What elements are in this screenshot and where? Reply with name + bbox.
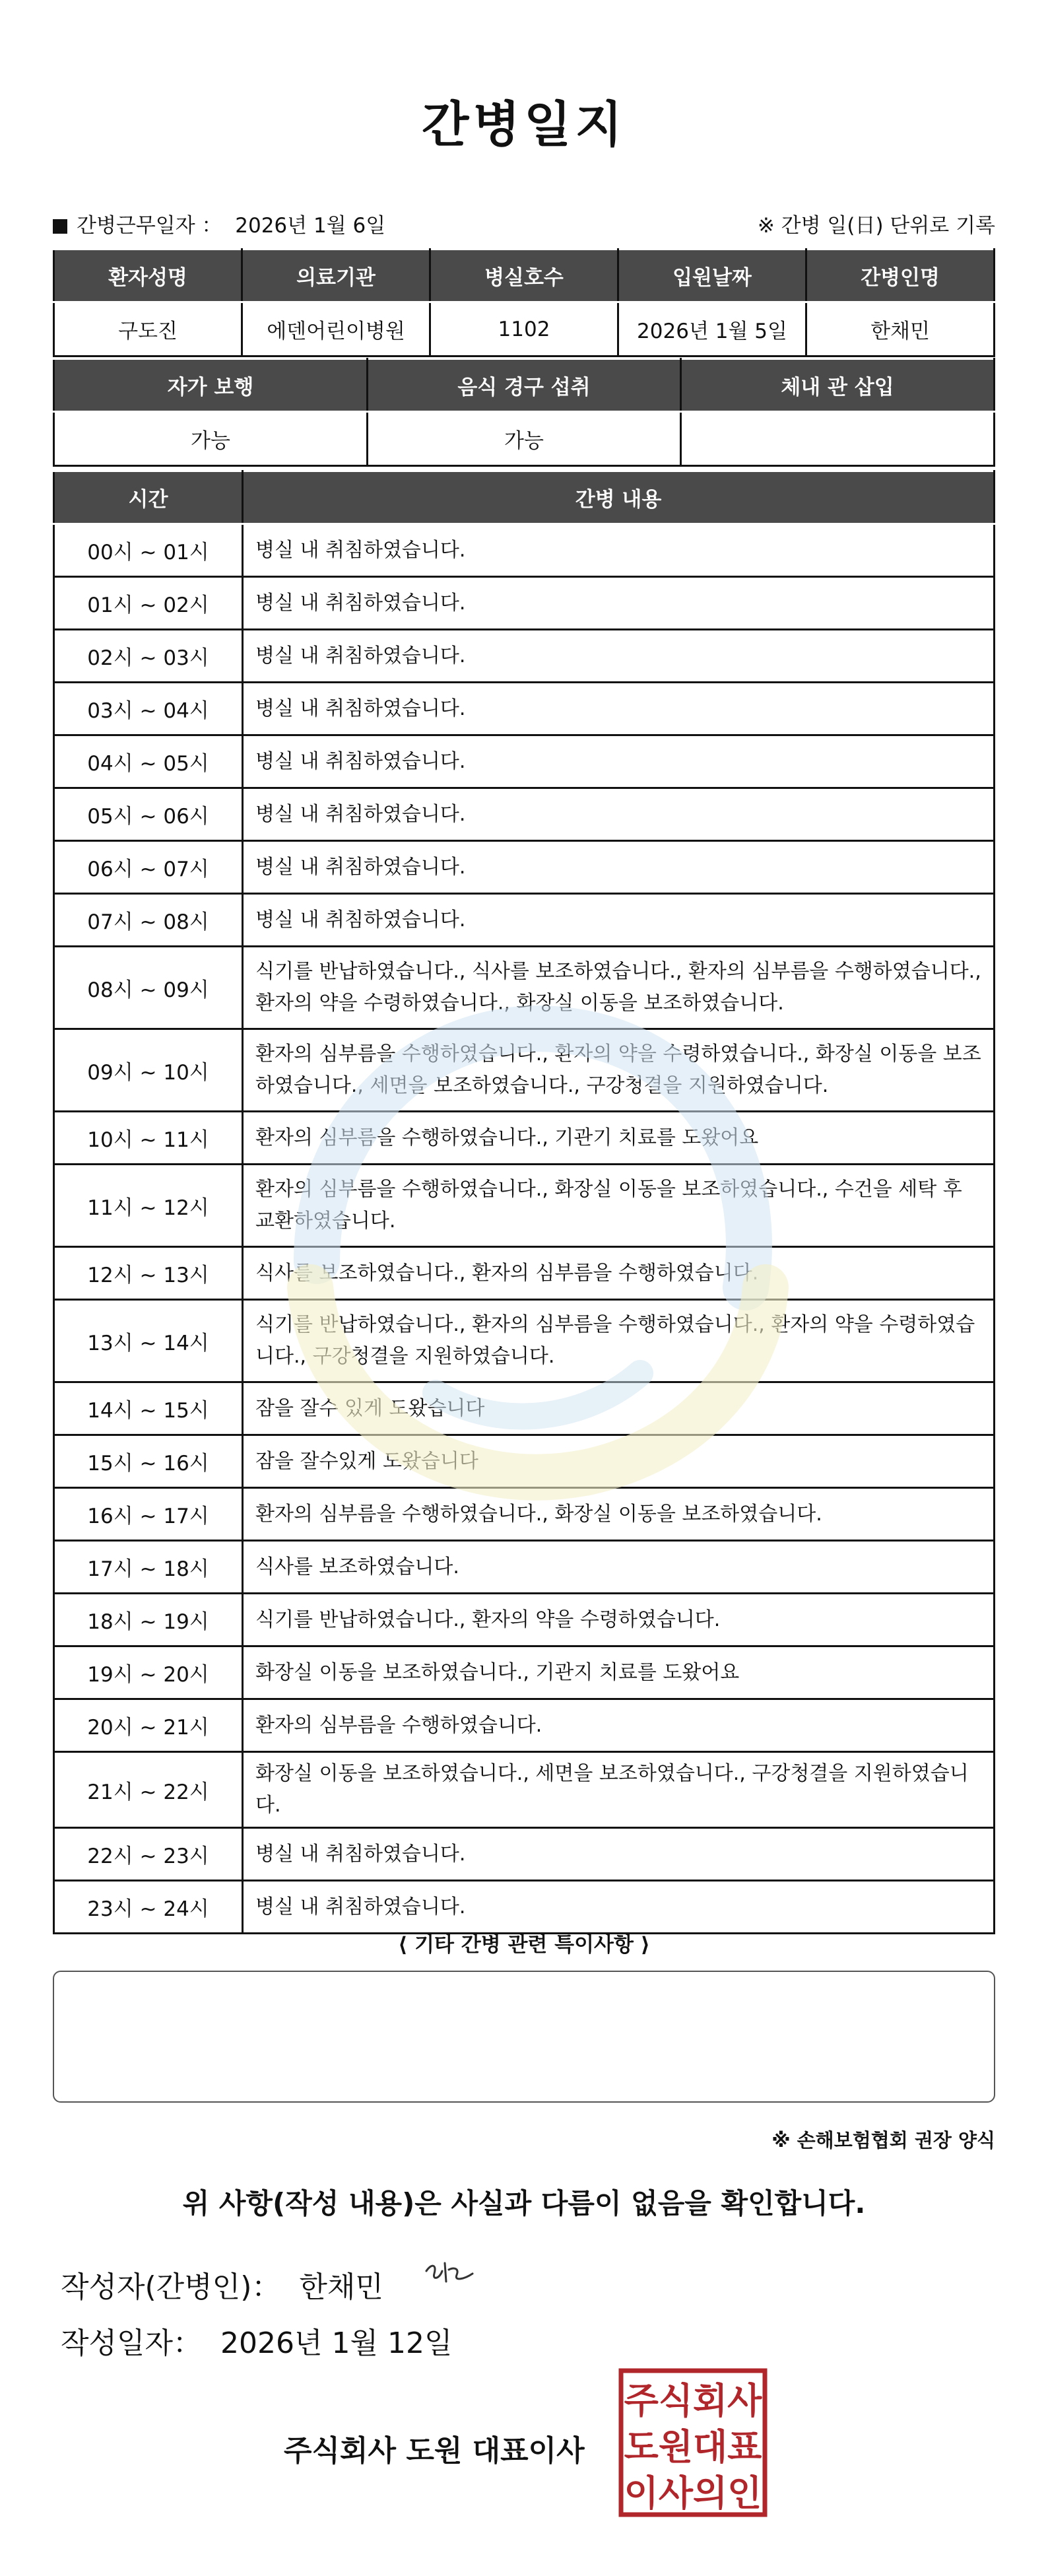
oral-intake-header: 음식 경구 섭취 bbox=[368, 359, 681, 412]
log-time: 02시 ~ 03시 bbox=[54, 630, 243, 683]
patient-status-table bbox=[53, 358, 995, 467]
log-content: 잠을 잘수 있게 도왔습니다 bbox=[243, 1382, 995, 1435]
log-row bbox=[54, 1112, 995, 1165]
writer-label: 작성자(간병인)： bbox=[61, 2270, 281, 2304]
work-date-row bbox=[53, 209, 995, 238]
form-source-note: ※ 손해보험협회 권장 양식 bbox=[771, 2129, 995, 2152]
work-date-label: 간병근무일자 ： bbox=[77, 213, 222, 238]
log-time: 03시 ~ 04시 bbox=[54, 683, 243, 735]
notes-title: ⟨ 기타 간병 관련 특이사항 ⟩ bbox=[398, 1933, 650, 1957]
walking-header: 자가 보행 bbox=[54, 359, 368, 412]
seal-line-3: 이사의인 bbox=[624, 2472, 762, 2514]
log-content: 병실 내 취침하였습니다. bbox=[243, 894, 995, 947]
log-content: 환자의 심부름을 수행하였습니다., 환자의 약을 수령하였습니다., 화장실 이동을 보조하였습니다., 세면을 보조하였습니다., 구강청결을 지원하였습니다. bbox=[243, 1029, 995, 1112]
care-log-table bbox=[53, 470, 995, 1934]
writer-line bbox=[61, 2263, 383, 2305]
log-row bbox=[54, 1488, 995, 1541]
log-time: 04시 ~ 05시 bbox=[54, 735, 243, 788]
admission-date-header: 입원날짜 bbox=[618, 250, 806, 302]
patient-name: 구도진 bbox=[54, 302, 242, 356]
work-date-value: 2026년 1월 6일 bbox=[235, 213, 386, 238]
handwritten-signature bbox=[420, 2251, 479, 2297]
log-content: 식기를 반납하였습니다., 환자의 심부름을 수행하였습니다., 환자의 약을 수령하였습니다., 구강청결을 지원하였습니다. bbox=[243, 1300, 995, 1382]
log-row bbox=[54, 1165, 995, 1247]
log-content: 식기를 반납하였습니다., 환자의 약을 수령하였습니다. bbox=[243, 1594, 995, 1646]
log-time: 10시 ~ 11시 bbox=[54, 1112, 243, 1165]
tube-value bbox=[681, 412, 995, 466]
log-row bbox=[54, 1382, 995, 1435]
log-row bbox=[54, 1881, 995, 1934]
written-date-label: 작성일자： bbox=[61, 2326, 203, 2360]
seal-line-1: 주식회사 bbox=[624, 2379, 762, 2422]
log-row bbox=[54, 788, 995, 841]
log-content: 병실 내 취침하였습니다. bbox=[243, 577, 995, 630]
seal-line-2: 도원대표 bbox=[624, 2425, 762, 2468]
log-time: 05시 ~ 06시 bbox=[54, 788, 243, 841]
walking-value: 가능 bbox=[54, 412, 368, 466]
log-row bbox=[54, 683, 995, 735]
log-content: 병실 내 취침하였습니다. bbox=[243, 524, 995, 577]
confirmation-statement: 위 사항(작성 내용)은 사실과 다름이 없음을 확인합니다. bbox=[182, 2187, 866, 2220]
square-bullet-icon bbox=[53, 219, 67, 234]
patient-info-table bbox=[53, 248, 995, 357]
log-time: 21시 ~ 22시 bbox=[54, 1752, 243, 1828]
log-row bbox=[54, 1828, 995, 1881]
patient-name-header: 환자성명 bbox=[54, 250, 242, 302]
log-row bbox=[54, 1300, 995, 1382]
log-content: 환자의 심부름을 수행하였습니다., 화장실 이동을 보조하였습니다., 수건을 세탁 후 교환하였습니다. bbox=[243, 1165, 995, 1247]
content-header: 간병 내용 bbox=[243, 471, 995, 524]
log-content: 화장실 이동을 보조하였습니다., 세면을 보조하였습니다., 구강청결을 지원하였습니다. bbox=[243, 1752, 995, 1828]
log-row bbox=[54, 577, 995, 630]
written-date-line bbox=[61, 2319, 452, 2361]
oral-intake-value: 가능 bbox=[368, 412, 681, 466]
log-row bbox=[54, 1594, 995, 1646]
log-content: 환자의 심부름을 수행하였습니다., 기관기 치료를 도왔어요 bbox=[243, 1112, 995, 1165]
room-header: 병실호수 bbox=[430, 250, 618, 302]
company-representative: 주식회사 도원 대표이사 bbox=[284, 2434, 585, 2468]
log-row bbox=[54, 841, 995, 894]
log-content: 병실 내 취침하였습니다. bbox=[243, 1828, 995, 1881]
log-row bbox=[54, 1247, 995, 1300]
log-row bbox=[54, 1752, 995, 1828]
log-row bbox=[54, 1435, 995, 1488]
log-time: 20시 ~ 21시 bbox=[54, 1699, 243, 1752]
log-time: 23시 ~ 24시 bbox=[54, 1881, 243, 1934]
notes-box bbox=[53, 1971, 995, 2103]
caregiver-name: 한채민 bbox=[806, 302, 995, 356]
log-time: 00시 ~ 01시 bbox=[54, 524, 243, 577]
log-row bbox=[54, 735, 995, 788]
log-row bbox=[54, 894, 995, 947]
written-date: 2026년 1월 12일 bbox=[220, 2326, 453, 2360]
log-time: 19시 ~ 20시 bbox=[54, 1646, 243, 1699]
log-time: 09시 ~ 10시 bbox=[54, 1029, 243, 1112]
log-time: 13시 ~ 14시 bbox=[54, 1300, 243, 1382]
log-content: 병실 내 취침하였습니다. bbox=[243, 683, 995, 735]
log-time: 15시 ~ 16시 bbox=[54, 1435, 243, 1488]
tube-header: 체내 관 삽입 bbox=[681, 359, 995, 412]
log-time: 07시 ~ 08시 bbox=[54, 894, 243, 947]
log-time: 17시 ~ 18시 bbox=[54, 1541, 243, 1594]
log-time: 08시 ~ 09시 bbox=[54, 947, 243, 1029]
log-content: 화장실 이동을 보조하였습니다., 기관지 치료를 도왔어요 bbox=[243, 1646, 995, 1699]
log-time: 14시 ~ 15시 bbox=[54, 1382, 243, 1435]
caregiver-header: 간병인명 bbox=[806, 250, 995, 302]
time-header: 시간 bbox=[54, 471, 243, 524]
log-content: 병실 내 취침하였습니다. bbox=[243, 1881, 995, 1934]
log-content: 병실 내 취침하였습니다. bbox=[243, 630, 995, 683]
hospital-header: 의료기관 bbox=[242, 250, 430, 302]
log-content: 환자의 심부름을 수행하였습니다., 화장실 이동을 보조하였습니다. bbox=[243, 1488, 995, 1541]
log-content: 식기를 반납하였습니다., 식사를 보조하였습니다., 환자의 심부름을 수행하였습니다., 환자의 약을 수령하였습니다., 화장실 이동을 보조하였습니다. bbox=[243, 947, 995, 1029]
admission-date: 2026년 1월 5일 bbox=[618, 302, 806, 356]
writer-name: 한채민 bbox=[299, 2270, 383, 2304]
company-seal-stamp bbox=[617, 2367, 769, 2519]
log-row bbox=[54, 1646, 995, 1699]
log-content: 식사를 보조하였습니다., 환자의 심부름을 수행하였습니다. bbox=[243, 1247, 995, 1300]
log-row bbox=[54, 630, 995, 683]
log-content: 식사를 보조하였습니다. bbox=[243, 1541, 995, 1594]
log-time: 22시 ~ 23시 bbox=[54, 1828, 243, 1881]
log-row bbox=[54, 947, 995, 1029]
hospital-name: 에덴어린이병원 bbox=[242, 302, 430, 356]
log-content: 환자의 심부름을 수행하였습니다. bbox=[243, 1699, 995, 1752]
log-row bbox=[54, 1029, 995, 1112]
room-number: 1102 bbox=[430, 302, 618, 356]
log-time: 16시 ~ 17시 bbox=[54, 1488, 243, 1541]
log-row bbox=[54, 524, 995, 577]
log-content: 병실 내 취침하였습니다. bbox=[243, 735, 995, 788]
record-note: ※ 간병 일(日) 단위로 기록 bbox=[757, 213, 995, 238]
log-row bbox=[54, 1699, 995, 1752]
log-content: 병실 내 취침하였습니다. bbox=[243, 788, 995, 841]
log-time: 06시 ~ 07시 bbox=[54, 841, 243, 894]
log-content: 잠을 잘수있게 도왔습니다 bbox=[243, 1435, 995, 1488]
log-time: 11시 ~ 12시 bbox=[54, 1165, 243, 1247]
log-content: 병실 내 취침하였습니다. bbox=[243, 841, 995, 894]
work-date bbox=[53, 209, 385, 238]
log-time: 18시 ~ 19시 bbox=[54, 1594, 243, 1646]
log-row bbox=[54, 1541, 995, 1594]
page-title: 간병일지 bbox=[422, 96, 626, 153]
log-time: 12시 ~ 13시 bbox=[54, 1247, 243, 1300]
log-time: 01시 ~ 02시 bbox=[54, 577, 243, 630]
